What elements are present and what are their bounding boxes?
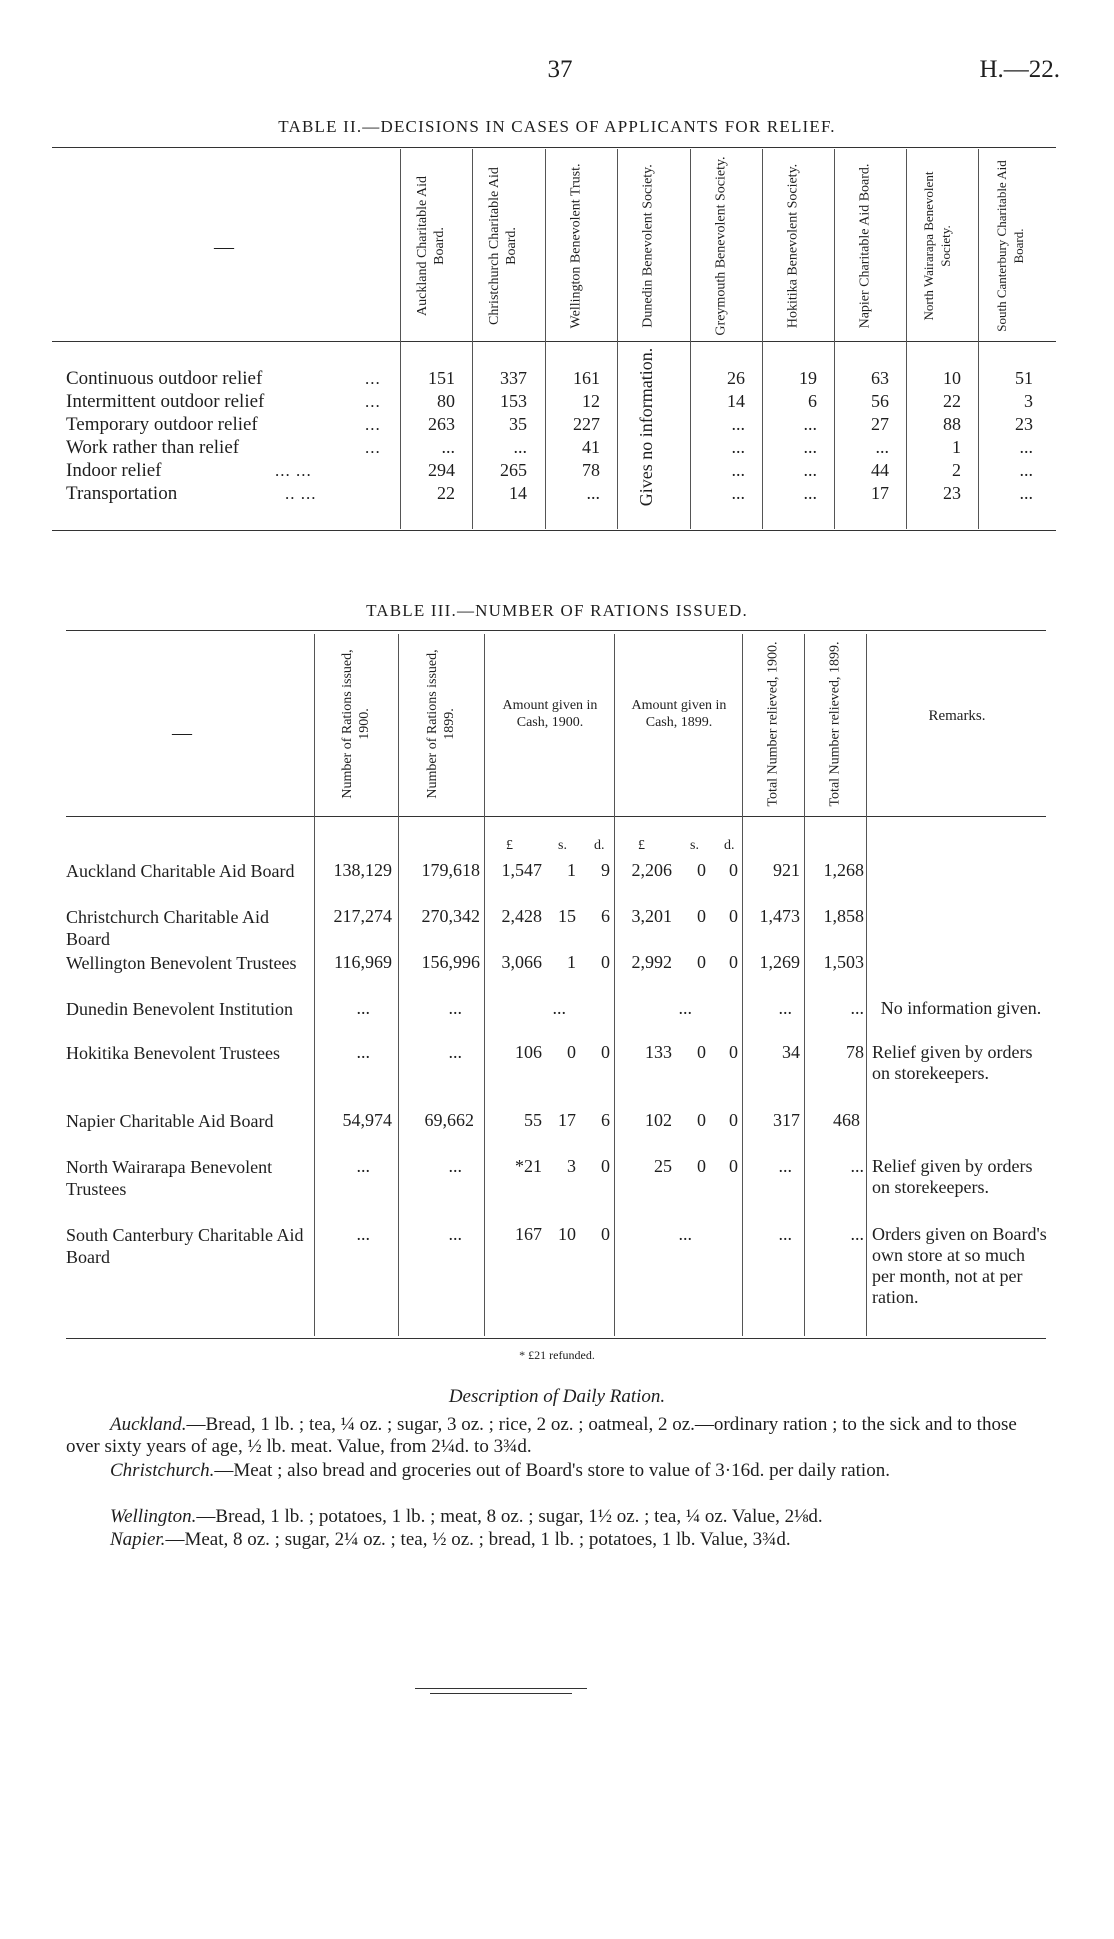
cell: ... xyxy=(356,998,370,1018)
cell: 15 xyxy=(558,906,576,926)
cell: ... xyxy=(778,1156,792,1176)
cell: ... xyxy=(448,1042,462,1062)
table2-column-header: South Canterbury Charitable Aid Board. xyxy=(994,160,1026,332)
ration-text: —Meat, 8 oz. ; sugar, 2¼ oz. ; tea, ½ oz. ; bread, 1 lb. ; potatoes, 1 lb. Value, 3¾d. xyxy=(165,1529,791,1550)
place-name: Auckland. xyxy=(110,1414,187,1435)
ration-text: —Bread, 1 lb. ; tea, ¼ oz. ; sugar, 3 oz. ; rice, 2 oz. ; oatmeal, 2 oz.—ordinary ration ; to the sick and to those over sixty years of age, ½ lb. meat. Value, from 2¼d. to 3¾d. xyxy=(66,1414,1017,1457)
row-label: Intermittent outdoor relief xyxy=(66,391,265,412)
pound-sign: £ xyxy=(506,838,513,853)
table2-caption: TABLE II.—DECISIONS IN CASES OF APPLICANTS FOR RELIEF. xyxy=(278,117,836,136)
cell: 1,268 xyxy=(823,860,864,880)
cell: 0 xyxy=(601,1156,610,1176)
cell: 23 xyxy=(1015,414,1033,434)
table2-corner-dash: — xyxy=(214,236,234,258)
table3-bottom-rule xyxy=(66,1338,1046,1339)
cell: 54,974 xyxy=(342,1110,392,1130)
cell: 14 xyxy=(509,483,527,503)
cell: 10 xyxy=(943,368,961,388)
table3-column-header: Amount given in Cash, 1899. xyxy=(631,698,727,730)
cell: 41 xyxy=(582,437,600,457)
cell: *21 xyxy=(515,1156,542,1176)
row-label: South Canterbury Charitable Aid Board xyxy=(66,1225,304,1267)
cell: 1,473 xyxy=(759,906,800,926)
cell: ... xyxy=(441,437,455,457)
leader-dots: ... xyxy=(365,438,381,457)
cell: ... xyxy=(850,1224,864,1244)
cell: 9 xyxy=(601,860,610,880)
cell: ... xyxy=(803,437,817,457)
cell: 25 xyxy=(654,1156,672,1176)
cell: 14 xyxy=(727,391,745,411)
table3-corner-dash: — xyxy=(172,722,192,744)
cell: 1 xyxy=(567,860,576,880)
cell: ... xyxy=(803,414,817,434)
cell: 1,503 xyxy=(823,952,864,972)
cell: 3 xyxy=(1024,391,1033,411)
table3-column-header: Number of Rations issued, 1899. xyxy=(425,649,457,799)
cell: ... xyxy=(356,1042,370,1062)
table2-column-header: Christchurch Charitable Aid Board. xyxy=(487,167,519,325)
row-label: Indoor relief xyxy=(66,460,162,481)
cell: 0 xyxy=(729,1156,738,1176)
page-number: 37 xyxy=(547,56,573,83)
place-name: Napier. xyxy=(110,1529,166,1550)
cell: 227 xyxy=(573,414,600,434)
cell: ... xyxy=(731,483,745,503)
cell: 1 xyxy=(567,952,576,972)
row-label: Auckland Charitable Aid Board xyxy=(66,861,295,881)
cell: 51 xyxy=(1015,368,1033,388)
cell: 0 xyxy=(697,860,706,880)
cell: ... xyxy=(803,483,817,503)
document-reference: H.—22. xyxy=(979,56,1060,83)
cell: ... xyxy=(513,437,527,457)
cell: 63 xyxy=(871,368,889,388)
row-label: Work rather than relief xyxy=(66,437,240,458)
cell: ... xyxy=(778,998,792,1018)
pound-sign: £ xyxy=(638,838,645,853)
table2-top-rule xyxy=(52,147,1056,148)
cell: 0 xyxy=(729,906,738,926)
cell: 78 xyxy=(582,460,600,480)
row-label: North Wairarapa Benevolent Trustees xyxy=(66,1157,273,1199)
ration-text: —Bread, 1 lb. ; potatoes, 1 lb. ; meat, 8 oz. ; sugar, 1½ oz. ; tea, ¼ oz. Value, 2⅛d. xyxy=(196,1506,823,1527)
ration-paragraph-napier xyxy=(110,1529,1047,1551)
cell: 116,969 xyxy=(334,952,392,972)
cell: 270,342 xyxy=(421,906,480,926)
cell: 3,201 xyxy=(631,906,672,926)
remarks: Relief given by orders on storekeepers. xyxy=(872,1156,1033,1197)
cell: 1 xyxy=(952,437,961,457)
cell: 2,428 xyxy=(501,906,542,926)
cell: ... xyxy=(448,998,462,1018)
section-end-rule xyxy=(415,1688,587,1689)
cell: 78 xyxy=(846,1042,864,1062)
row-label: Christchurch Charitable Aid Board xyxy=(66,907,269,949)
cell: 69,662 xyxy=(424,1110,474,1130)
cell: 56 xyxy=(871,391,889,411)
cell: 153 xyxy=(500,391,527,411)
cell: 17 xyxy=(871,483,889,503)
cell: 151 xyxy=(428,368,455,388)
table2-column-header: Hokitika Benevolent Society. xyxy=(785,163,801,329)
leader-dots: ... xyxy=(365,415,381,434)
cell: 217,274 xyxy=(333,906,392,926)
cell: ... xyxy=(1019,483,1033,503)
cell: ... xyxy=(678,1224,692,1244)
cell: ... xyxy=(678,998,692,1018)
cell: ... xyxy=(731,437,745,457)
table3-column-header: Total Number relieved, 1899. xyxy=(827,641,843,807)
shilling-label: s. xyxy=(690,838,699,853)
cell: 27 xyxy=(871,414,889,434)
row-label: Continuous outdoor relief xyxy=(66,368,263,389)
cell: 26 xyxy=(727,368,745,388)
cell: 44 xyxy=(871,460,889,480)
leader-dots: .. ... xyxy=(285,484,317,503)
row-label: Dunedin Benevolent Institution xyxy=(66,999,293,1019)
pence-label: d. xyxy=(594,838,605,853)
table2-bottom-rule xyxy=(52,530,1056,531)
cell: 6 xyxy=(601,906,610,926)
cell: 161 xyxy=(573,368,600,388)
cell: 2,206 xyxy=(631,860,672,880)
cell: 22 xyxy=(437,483,455,503)
cell: 0 xyxy=(697,1042,706,1062)
cell: ... xyxy=(552,998,566,1018)
cell: 0 xyxy=(697,952,706,972)
dunedin-no-information-note: Gives no information. xyxy=(636,347,656,507)
cell: 0 xyxy=(729,1042,738,1062)
table2-column-header: North Wairarapa Benevolent Society. xyxy=(921,171,953,321)
cell: ... xyxy=(731,414,745,434)
cell: 0 xyxy=(697,906,706,926)
cell: 1,269 xyxy=(759,952,800,972)
cell: 55 xyxy=(524,1110,542,1130)
cell: 12 xyxy=(582,391,600,411)
table3-column-header: Total Number relieved, 1900. xyxy=(765,641,781,807)
cell: ... xyxy=(778,1224,792,1244)
cell: 0 xyxy=(729,1110,738,1130)
row-label: Napier Charitable Aid Board xyxy=(66,1111,274,1131)
cell: 23 xyxy=(943,483,961,503)
cell: 3 xyxy=(567,1156,576,1176)
cell: 102 xyxy=(645,1110,672,1130)
cell: 0 xyxy=(729,860,738,880)
cell: 80 xyxy=(437,391,455,411)
table3-header-rule xyxy=(66,816,1046,817)
cell: 337 xyxy=(500,368,527,388)
table2-column-header: Dunedin Benevolent Society. xyxy=(640,164,656,328)
table2-divider xyxy=(617,149,618,529)
cell: ... xyxy=(586,483,600,503)
remarks: Orders given on Board's own store at so much per month, not at per ration. xyxy=(872,1224,1047,1307)
cell: 34 xyxy=(782,1042,800,1062)
cell: 179,618 xyxy=(421,860,480,880)
cell: 19 xyxy=(799,368,817,388)
leader-dots: ... xyxy=(365,392,381,411)
table3-divider xyxy=(866,634,867,1336)
cell: ... xyxy=(850,998,864,1018)
cell: 1,547 xyxy=(501,860,542,880)
section-end-rule xyxy=(430,1693,572,1694)
ration-paragraph-christchurch xyxy=(66,1460,1047,1482)
leader-dots: ... ... xyxy=(275,461,312,480)
ration-text: —Meat ; also bread and groceries out of Board's store to value of 3·16d. per daily ration. xyxy=(214,1460,890,1481)
shilling-label: s. xyxy=(558,838,567,853)
table3-top-rule xyxy=(66,630,1046,631)
place-name: Wellington. xyxy=(110,1506,197,1527)
cell: ... xyxy=(448,1156,462,1176)
cell: ... xyxy=(448,1224,462,1244)
row-label: Hokitika Benevolent Trustees xyxy=(66,1043,280,1063)
cell: ... xyxy=(1019,460,1033,480)
table2-column-header: Wellington Benevolent Trust. xyxy=(568,163,584,329)
ration-paragraph-auckland xyxy=(66,1414,1047,1458)
leader-dots: ... xyxy=(365,369,381,388)
cell: 2 xyxy=(952,460,961,480)
cell: 0 xyxy=(601,1042,610,1062)
cell: ... xyxy=(731,460,745,480)
pence-label: d. xyxy=(724,838,735,853)
cell: 6 xyxy=(601,1110,610,1130)
remarks: No information given. xyxy=(880,998,1042,1018)
table3-column-header: Amount given in Cash, 1900. xyxy=(502,698,598,730)
cell: ... xyxy=(803,460,817,480)
cell: 3,066 xyxy=(501,952,542,972)
cell: 317 xyxy=(773,1110,800,1130)
cell: 921 xyxy=(773,860,800,880)
row-label: Temporary outdoor relief xyxy=(66,414,258,435)
cell: 294 xyxy=(428,460,455,480)
cell: 88 xyxy=(943,414,961,434)
cell: 22 xyxy=(943,391,961,411)
cell: ... xyxy=(356,1156,370,1176)
table3-footnote: * £21 refunded. xyxy=(519,1348,595,1362)
cell: 265 xyxy=(500,460,527,480)
cell: 10 xyxy=(558,1224,576,1244)
cell: 0 xyxy=(601,1224,610,1244)
table2-column-header: Napier Charitable Aid Board. xyxy=(857,163,873,329)
cell: 133 xyxy=(645,1042,672,1062)
table3-column-header: Number of Rations issued, 1900. xyxy=(340,649,372,799)
cell: 167 xyxy=(515,1224,542,1244)
row-label: Transportation xyxy=(66,483,178,504)
cell: 0 xyxy=(601,952,610,972)
cell: 138,129 xyxy=(333,860,392,880)
ration-description-title: Description of Daily Ration. xyxy=(448,1386,666,1407)
cell: 0 xyxy=(567,1042,576,1062)
ration-paragraph-wellington xyxy=(110,1506,1047,1528)
cell: 2,992 xyxy=(631,952,672,972)
table3-caption: TABLE III.—NUMBER OF RATIONS ISSUED. xyxy=(366,601,748,620)
cell: 0 xyxy=(697,1156,706,1176)
cell: 35 xyxy=(509,414,527,434)
cell: 0 xyxy=(729,952,738,972)
cell: 0 xyxy=(697,1110,706,1130)
cell: 106 xyxy=(515,1042,542,1062)
row-label: Wellington Benevolent Trustees xyxy=(66,953,297,973)
place-name: Christchurch. xyxy=(110,1460,215,1481)
table2-column-header: Auckland Charitable Aid Board. xyxy=(415,176,447,316)
table2-column-header: Greymouth Benevolent Society. xyxy=(713,156,729,336)
cell: 156,996 xyxy=(421,952,480,972)
cell: 1,858 xyxy=(823,906,864,926)
cell: 17 xyxy=(558,1110,576,1130)
cell: ... xyxy=(1019,437,1033,457)
cell: ... xyxy=(850,1156,864,1176)
cell: 6 xyxy=(808,391,817,411)
cell: ... xyxy=(356,1224,370,1244)
cell: 468 xyxy=(833,1110,860,1130)
cell: 263 xyxy=(428,414,455,434)
remarks: Relief given by orders on storekeepers. xyxy=(872,1042,1033,1083)
cell: ... xyxy=(875,437,889,457)
table3-column-header: Remarks. xyxy=(928,708,986,724)
